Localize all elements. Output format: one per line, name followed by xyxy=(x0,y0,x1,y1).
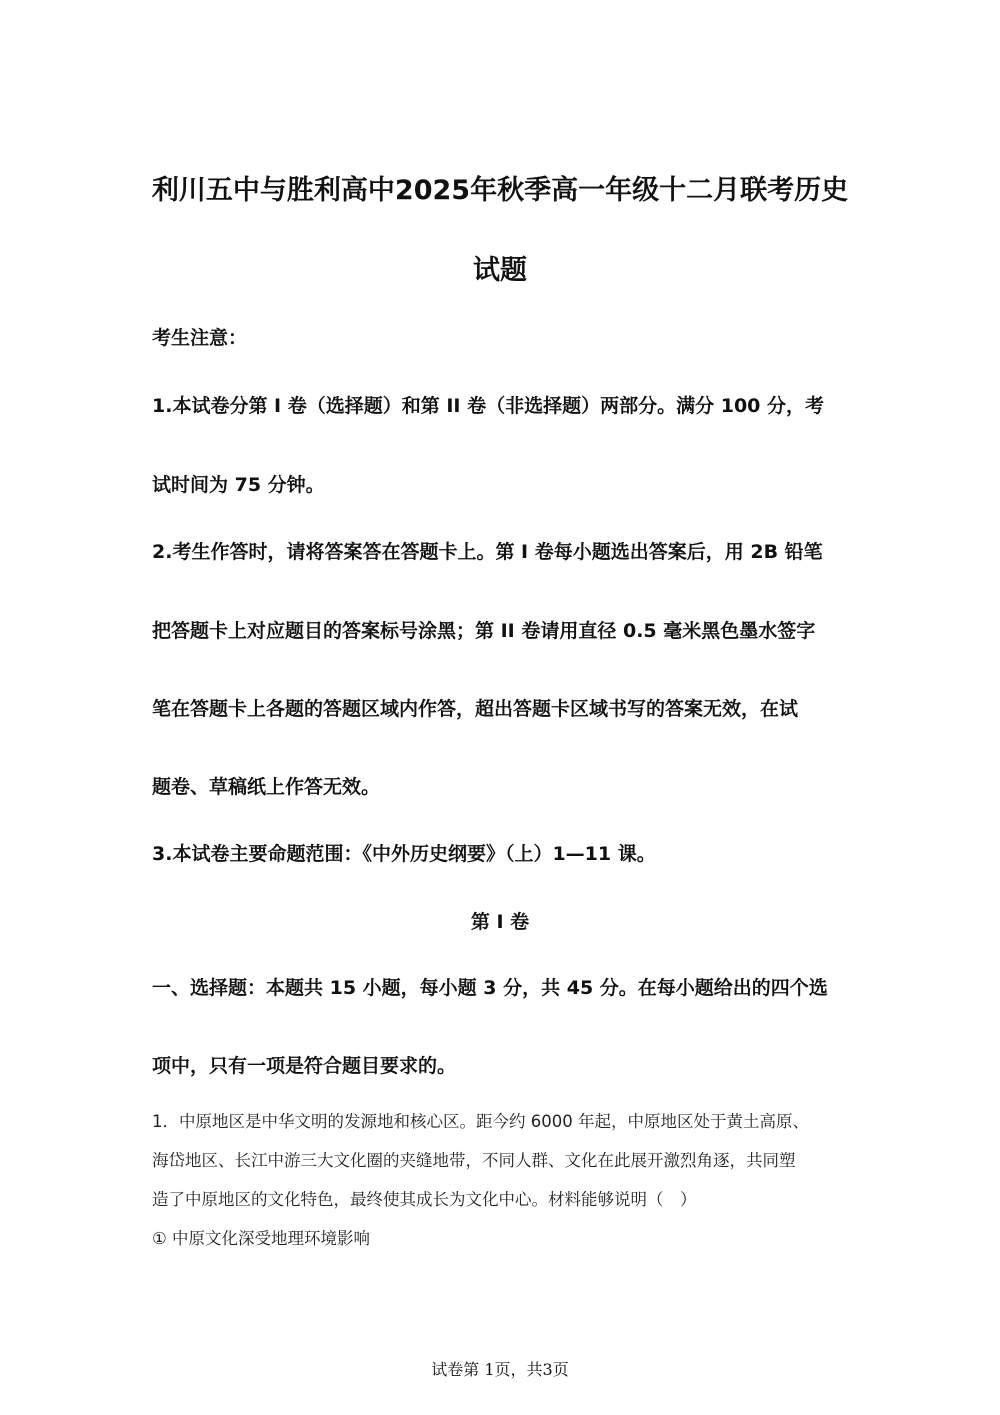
notice-line: 笔在答题卡上各题的答题区域内作答，超出答题卡区域书写的答案无效，在试 xyxy=(152,698,799,720)
exam-title-line-2: 试题 xyxy=(473,255,527,286)
section-title: 第 I 卷 xyxy=(470,911,530,933)
notice-line: 把答题卡上对应题目的答案标号涂黑；第 II 卷请用直径 0.5 毫米黑色墨水签字 xyxy=(152,620,816,642)
notice-line: 3.本试卷主要命题范围：《中外历史纲要》（上）1—11 课。 xyxy=(152,843,656,865)
section-instructions-line: 项中，只有一项是符合题目要求的。 xyxy=(152,1055,457,1077)
question-1-option: ① 中原文化深受地理环境影响 xyxy=(152,1229,371,1248)
section-instructions-line: 一、选择题：本题共 15 小题，每小题 3 分，共 45 分。在每小题给出的四个选 xyxy=(152,977,828,999)
notice-line: 题卷、草稿纸上作答无效。 xyxy=(152,776,381,798)
notice-line: 2.考生作答时，请将答案答在答题卡上。第 I 卷每小题选出答案后，用 2B 铅笔 xyxy=(152,541,823,563)
page-footer: 试卷第 1页，共3页 xyxy=(431,1360,569,1379)
question-1-stem-line: 造了中原地区的文化特色，最终使其成长为文化中心。材料能够说明（ ） xyxy=(152,1190,697,1209)
exam-title-line-1: 利川五中与胜利高中2025年秋季高一年级十二月联考历史 xyxy=(151,175,849,206)
question-1-stem-line: 1．中原地区是中华文明的发源地和核心区。距今约 6000 年起，中原地区处于黄土高原、 xyxy=(152,1112,809,1131)
notice-heading: 考生注意： xyxy=(152,327,248,349)
question-1-stem-line: 海岱地区、长江中游三大文化圈的夹缝地带，不同人群、文化在此展开激烈角逐，共同塑 xyxy=(152,1151,796,1170)
notice-line: 试时间为 75 分钟。 xyxy=(152,474,325,496)
notice-line: 1.本试卷分第 I 卷（选择题）和第 II 卷（非选择题）两部分。满分 100 分，考 xyxy=(152,395,824,417)
